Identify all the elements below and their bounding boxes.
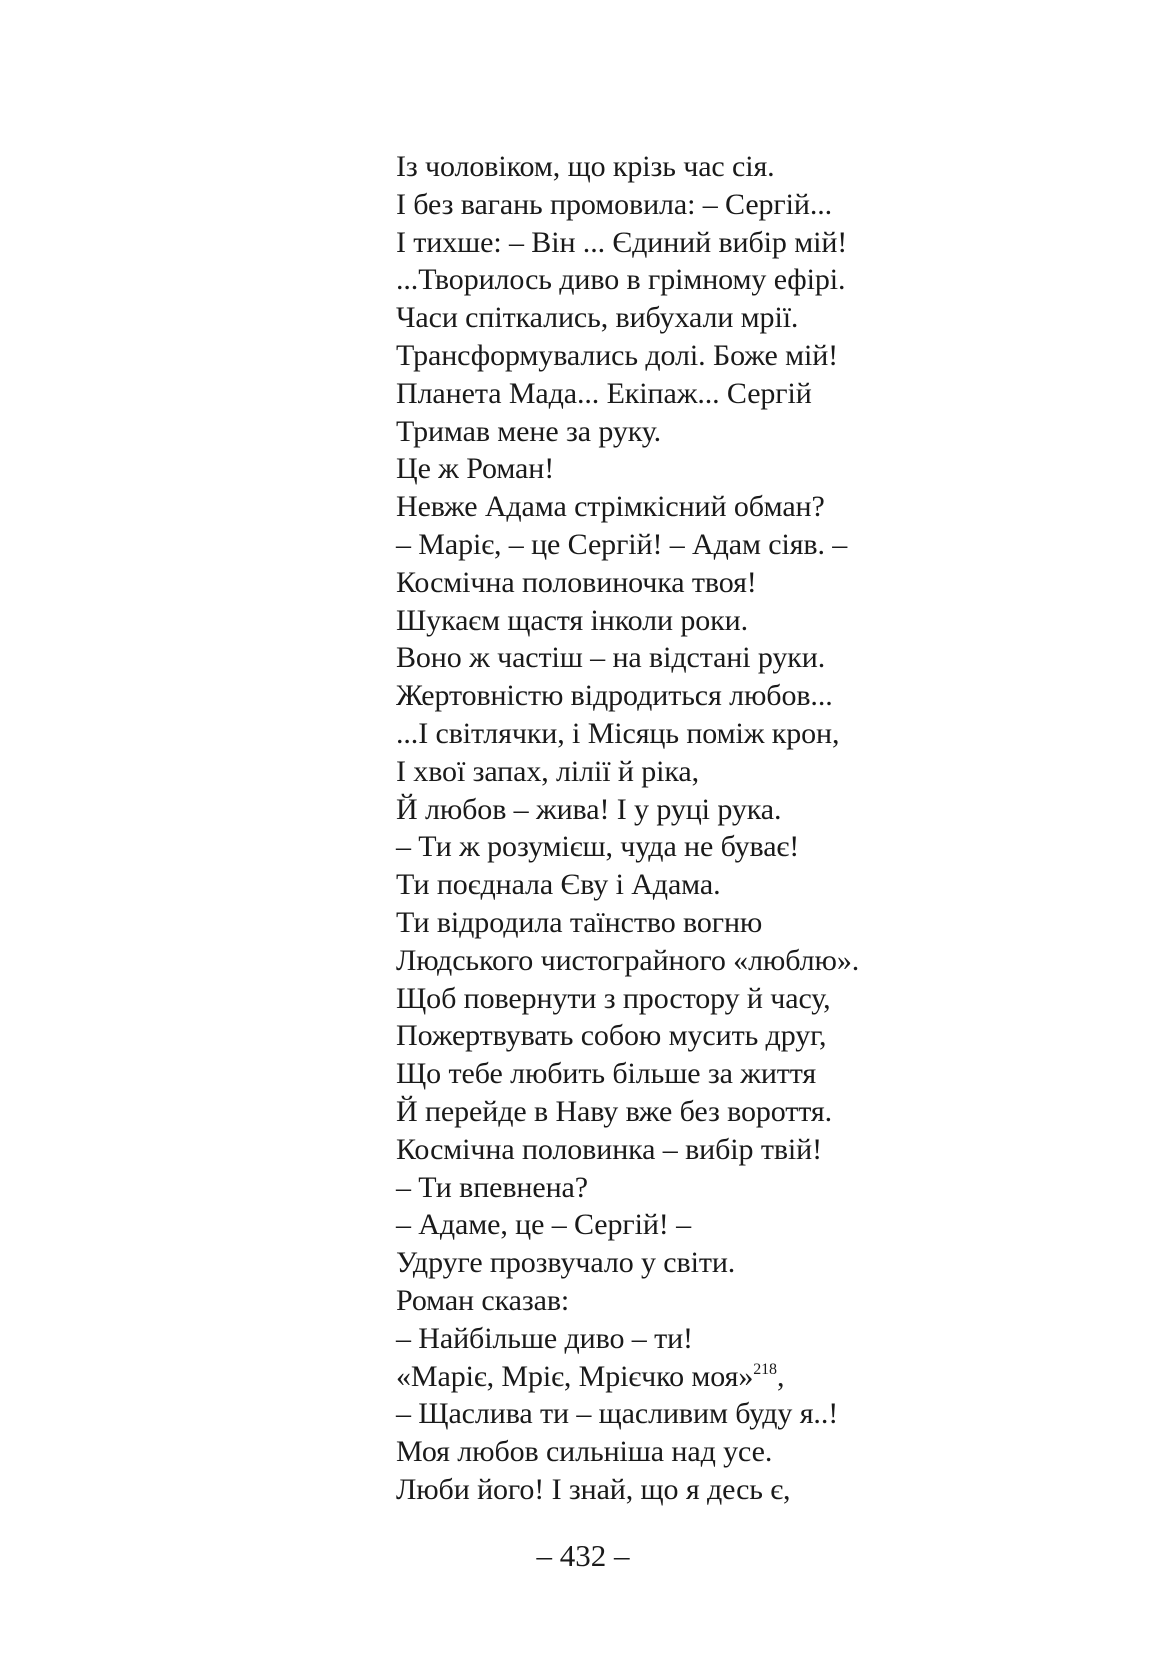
page-number: – 432 – — [536, 1538, 630, 1573]
poem-line-with-footnote — [396, 1358, 1116, 1396]
poem-line: Люби його! І знай, що я десь є, — [396, 1472, 791, 1506]
poem-line: – Найбільше диво – ти! — [396, 1321, 693, 1355]
poem-line: Ти відродила таїнство вогню — [396, 905, 763, 939]
poem-line: Шукаєм щастя інколи роки. — [396, 603, 749, 637]
poem-line: Удруге прозвучало у світи. — [396, 1246, 736, 1280]
poem-line: – Ти ж розумієш, чуда не буває! — [396, 830, 800, 864]
poem-line: Невже Адама стрімкісний обман? — [396, 490, 825, 524]
poem-line: ...Творилось диво в грімному ефірі. — [396, 263, 846, 297]
poem-line: Часи спіткались, вибухали мрії. — [396, 301, 799, 335]
poem-line: ...І світлячки, і Місяць поміж крон, — [396, 716, 840, 750]
poem-line: Це ж Роман! — [396, 452, 555, 486]
poem-line: Тримав мене за руку. — [396, 414, 662, 448]
footnote-reference[interactable]: 218 — [753, 1360, 777, 1378]
poem-line: Космічна половинка – вибір твій! — [396, 1132, 822, 1166]
poem-line: Планета Мада... Екіпаж... Сергій — [396, 376, 812, 410]
poem-line: Й перейде в Наву вже без вороття. — [396, 1094, 833, 1128]
poem-line-text: «Маріє, Мріє, Мрієчко моя» — [396, 1359, 754, 1393]
poem-line: – Щаслива ти – щасливим буду я..! — [396, 1397, 839, 1431]
poem-line: І без вагань промовила: – Сергій... — [396, 187, 833, 221]
poem-line: І тихше: – Він ... Єдиний вибір мій! — [396, 225, 848, 259]
poem-line: Жертовністю відродиться любов... — [396, 679, 833, 713]
poem-line: Що тебе любить більше за життя — [396, 1057, 817, 1091]
poem-line-suffix: , — [776, 1359, 785, 1393]
poem-line: – Маріє, – це Сергій! – Адам сіяв. – — [396, 527, 848, 561]
poem-line: І хвої запах, лілії й ріка, — [396, 754, 699, 788]
poem-line: Щоб повернути з простору й часу, — [396, 981, 831, 1015]
poem-line: Людського чистограйного «люблю». — [396, 943, 860, 977]
poem-line: Космічна половиночка твоя! — [396, 565, 757, 599]
poem-line: – Ти впевнена? — [396, 1170, 588, 1204]
poem-line: Ти поєднала Єву і Адама. — [396, 868, 721, 902]
poem-line: Із чоловіком, що крізь час сія. — [396, 150, 775, 183]
poem-line: – Адаме, це – Сергій! – — [396, 1208, 691, 1242]
poem-text — [396, 148, 1116, 1509]
poem-line: Трансформувались долі. Боже мій! — [396, 338, 839, 372]
poem-line: Пожертвувать собою мусить друг, — [396, 1019, 827, 1053]
poem-line: Й любов – жива! І у руці рука. — [396, 792, 782, 826]
poem-line: Воно ж частіш – на відстані руки. — [396, 641, 826, 675]
poem-line: Роман сказав: — [396, 1283, 570, 1317]
poem-line: Моя любов сильніша над усе. — [396, 1435, 773, 1469]
